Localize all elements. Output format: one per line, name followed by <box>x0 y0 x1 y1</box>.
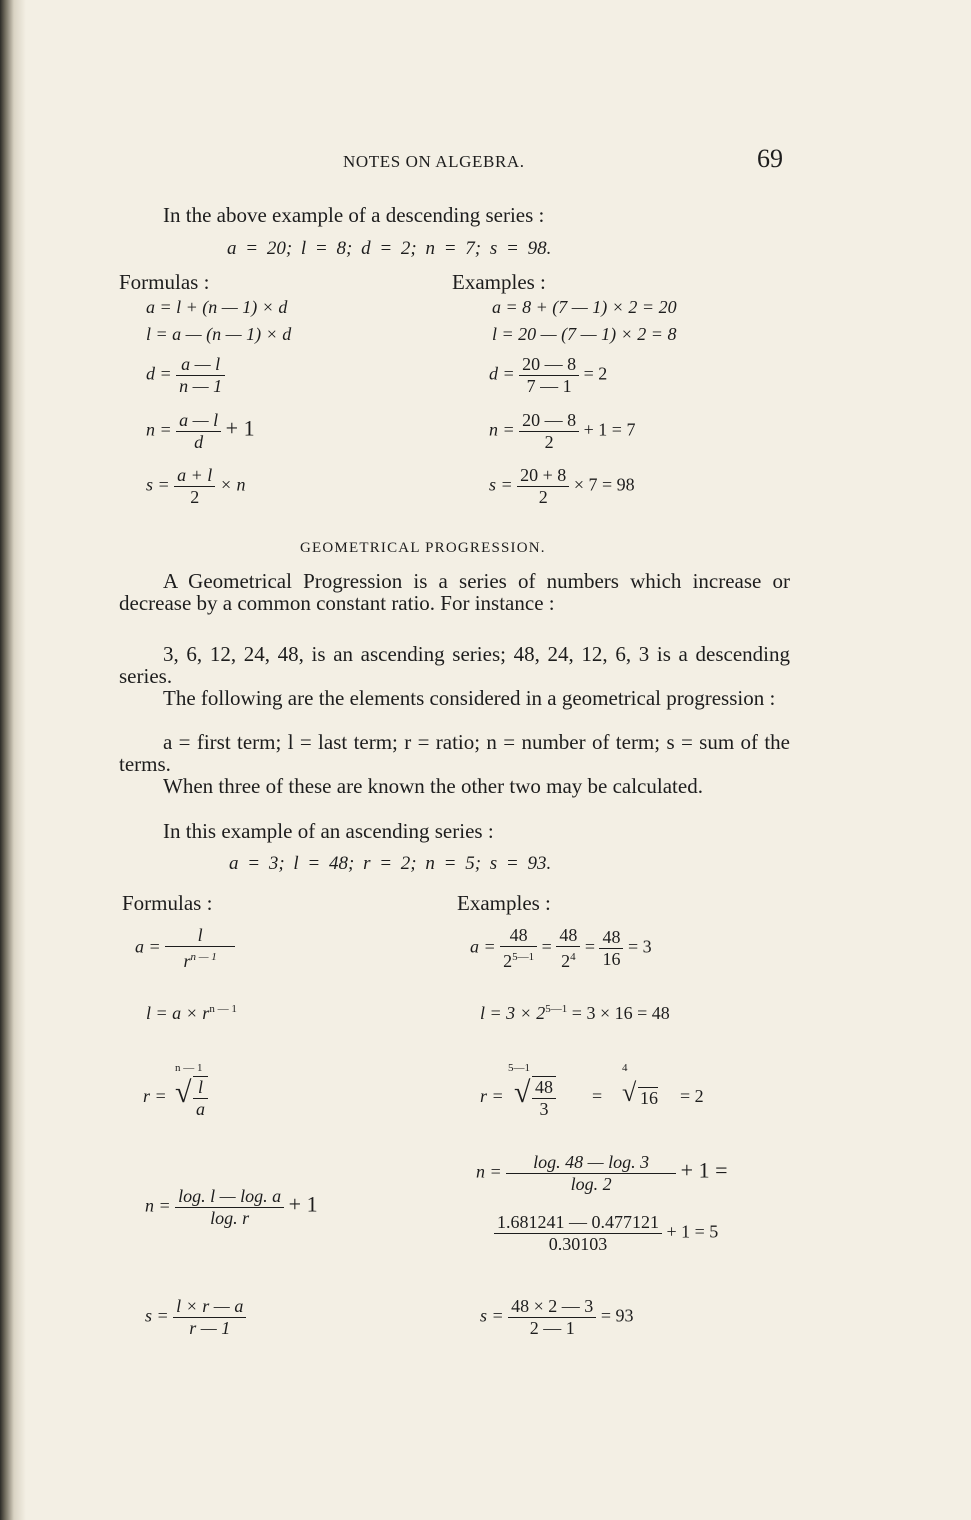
formula-s <box>146 465 245 508</box>
geo-example-l <box>480 1003 670 1024</box>
example-d-rhs: = 2 <box>583 363 608 384</box>
geo-example-n-fraction <box>506 1152 676 1195</box>
arith-formulas-label: Formulas : <box>119 270 210 294</box>
geo-formula-r-denominator: a <box>196 1099 205 1119</box>
formula-s-fraction <box>174 465 215 508</box>
geo-example-r-rhs: = 2 <box>680 1086 704 1106</box>
geo-formula-a-fraction <box>165 925 235 972</box>
geo-formula-a-denominator-exponent: n — 1 <box>190 951 217 963</box>
geo-formula-r-numerator: l <box>193 1077 208 1099</box>
paragraph-elements: The following are the elements considered in a geometrical progression : <box>163 686 776 710</box>
geo-example-r-numerator: 48 <box>532 1077 556 1099</box>
page-number: 69 <box>757 144 783 173</box>
example-d-lhs: d = <box>489 363 515 384</box>
geo-example-r-lhs: r = <box>480 1086 504 1106</box>
geo-example-a-denominator-1 <box>500 947 537 972</box>
formula-n-denominator: d <box>194 432 204 452</box>
geo-example-n-denominator: log. 2 <box>570 1174 612 1194</box>
geo-example-l-body: l = 3 × 2 <box>480 1003 546 1023</box>
geo-formula-n-rhs: + 1 <box>288 1191 318 1217</box>
geo-example-l-rhs: = 3 × 16 = 48 <box>571 1003 670 1023</box>
geo-example-n-numeric-numerator: 1.681241 — 0.477121 <box>494 1212 662 1234</box>
geo-formula-a-numerator: l <box>165 925 235 947</box>
geo-formula-l-exponent: n — 1 <box>209 1003 237 1015</box>
geo-formula-s-numerator: l × r — a <box>173 1296 246 1318</box>
geo-example-s-rhs: = 93 <box>600 1305 634 1326</box>
section-heading: GEOMETRICAL PROGRESSION. <box>300 540 546 556</box>
geo-example-r-denominator: 3 <box>539 1099 549 1119</box>
geo-formula-s-denominator: r — 1 <box>189 1318 231 1338</box>
geo-formula-n-fraction <box>175 1186 284 1229</box>
geo-formula-a-denominator <box>165 947 235 972</box>
geo-example-n-numerator: log. 48 — log. 3 <box>506 1152 676 1174</box>
example-l: l = 20 — (7 — 1) × 2 = 8 <box>492 324 677 344</box>
geo-formula-r-fraction <box>193 1076 208 1120</box>
book-spine-edge <box>0 0 26 1520</box>
example-n <box>489 410 635 453</box>
geo-example-a-fraction-1 <box>500 925 537 972</box>
geo-example-a-numerator-1: 48 <box>500 925 537 947</box>
geo-example-n-numeric-rhs: + 1 = 5 <box>666 1221 719 1242</box>
geo-example-n-numeric <box>494 1212 718 1255</box>
geo-formulas-label: Formulas : <box>122 891 213 915</box>
formula-d-fraction <box>176 354 225 397</box>
formula-a: a = l + (n — 1) × d <box>146 297 288 317</box>
example-d-denominator: 7 — 1 <box>526 376 572 396</box>
example-s-rhs: × 7 = 98 <box>573 474 635 495</box>
geo-formula-a <box>135 925 235 972</box>
geo-example-a-fraction-3 <box>599 927 623 970</box>
geo-example-n-rhs: + 1 = <box>680 1157 728 1183</box>
geo-example-a-denominator-2 <box>556 947 580 972</box>
example-s-lhs: s = <box>489 474 513 495</box>
intro-values: a = 20; l = 8; d = 2; n = 7; s = 98. <box>227 238 552 259</box>
example-d <box>489 354 607 397</box>
geo-example-a-numerator-2: 48 <box>556 925 580 947</box>
formula-d-lhs: d = <box>146 363 172 384</box>
formula-n <box>146 410 255 453</box>
geo-example-a: a = $\frac{48}{2^{5—1}}$ = $\frac{48}{2^4}$ = $\frac{48}{16}$ = 3 <box>470 925 652 971</box>
intro-sentence: In the above example of a descending series : <box>163 203 545 227</box>
geo-example-r-equals: = <box>592 1086 603 1106</box>
example-s-numerator: 20 + 8 <box>517 465 569 487</box>
radical-sign-icon: √ <box>622 1078 637 1107</box>
paragraph-three-known: When three of these are known the other two may be calculated. <box>163 774 703 798</box>
example-n-fraction <box>519 410 579 453</box>
formula-n-rhs: + 1 <box>225 415 255 441</box>
formula-l: l = a — (n — 1) × d <box>146 324 292 344</box>
example-n-lhs: n = <box>489 419 515 440</box>
arith-examples-label: Examples : <box>452 270 546 294</box>
geo-example-r-root-index-1: 5—1 <box>508 1062 530 1074</box>
example-s-denominator: 2 <box>538 487 548 507</box>
geo-example-l-exponent: 5—1 <box>545 1003 568 1015</box>
geo-example-a-rhs: = 3 <box>627 936 652 957</box>
paragraph-ascending-example: In this example of an ascending series : <box>163 819 494 843</box>
geo-example-r-radicand: 16 <box>640 1088 658 1108</box>
formula-n-fraction <box>176 410 221 453</box>
geo-formula-s <box>145 1296 246 1339</box>
geo-example-a-fraction-2 <box>556 925 580 972</box>
formula-s-denominator: 2 <box>190 487 200 507</box>
example-d-numerator: 20 — 8 <box>519 354 579 376</box>
geo-example-s-numerator: 48 × 2 — 3 <box>508 1296 596 1318</box>
geometric-values: a = 3; l = 48; r = 2; n = 5; s = 93. <box>229 853 552 874</box>
geo-example-a-denominator-1-base: 2 <box>503 951 513 971</box>
example-s <box>489 465 635 508</box>
formula-n-lhs: n = <box>146 419 172 440</box>
geo-formula-n <box>145 1186 318 1229</box>
radical-sign-icon: √ <box>514 1076 531 1109</box>
geo-example-a-denominator-2-exponent: 4 <box>570 951 576 963</box>
geo-example-s-denominator: 2 — 1 <box>529 1318 575 1338</box>
geo-formula-n-denominator: log. r <box>210 1208 250 1228</box>
geo-example-r-root-index-2: 4 <box>622 1062 628 1074</box>
geo-formula-s-lhs: s = <box>145 1305 169 1326</box>
geo-example-n-lhs: n = <box>476 1161 502 1182</box>
paragraph-series-examples: 3, 6, 12, 24, 48, is an ascending series; 48, 24, 12, 6, 3 is a descending series. <box>119 642 790 688</box>
paragraph-element-definitions: a = first term; l = last term; r = ratio; n = number of term; s = sum of the terms. <box>119 730 790 776</box>
example-s-fraction <box>517 465 569 508</box>
geo-example-a-lhs: a = <box>470 936 496 957</box>
example-n-denominator: 2 <box>544 432 554 452</box>
geo-example-r <box>480 1062 740 1132</box>
geo-formula-l <box>146 1003 237 1024</box>
geo-formula-a-denominator-base: r <box>183 951 191 971</box>
geo-example-a-denominator-1-exponent: 5—1 <box>512 951 535 963</box>
paragraph-definition: A Geometrical Progression is a series of numbers which increase or decrease by a common constant ratio. For instance : <box>119 569 790 615</box>
geo-example-n-numeric-fraction <box>494 1212 662 1255</box>
geo-formula-a-lhs: a = <box>135 936 161 957</box>
running-header: NOTES ON ALGEBRA. <box>343 152 525 171</box>
formula-s-lhs: s = <box>146 474 170 495</box>
geo-example-n-numeric-denominator: 0.30103 <box>548 1234 608 1254</box>
formula-d <box>146 354 225 397</box>
geo-example-a-denominator-2-base: 2 <box>561 951 571 971</box>
geo-example-s-lhs: s = <box>480 1305 504 1326</box>
geo-formula-n-numerator: log. l — log. a <box>175 1186 284 1208</box>
geo-example-s <box>480 1296 633 1339</box>
example-d-fraction <box>519 354 579 397</box>
geo-example-r-fraction <box>532 1076 556 1120</box>
geo-example-a-numerator-3: 48 <box>599 927 623 949</box>
geo-formula-s-fraction <box>173 1296 246 1339</box>
geo-formula-n-lhs: n = <box>145 1195 171 1216</box>
geo-formula-r-root-index: n — 1 <box>175 1062 203 1074</box>
example-n-numerator: 20 — 8 <box>519 410 579 432</box>
geo-example-s-fraction <box>508 1296 596 1339</box>
geo-formula-r <box>143 1062 263 1132</box>
geo-example-n <box>476 1152 727 1195</box>
geo-formula-r-lhs: r = <box>143 1086 167 1106</box>
formula-s-rhs: × n <box>219 474 246 495</box>
example-n-rhs: + 1 = 7 <box>583 419 636 440</box>
formula-n-numerator: a — l <box>176 410 221 432</box>
geo-example-a-denominator-3: 16 <box>602 949 621 969</box>
formula-d-numerator: a — l <box>176 354 225 376</box>
formula-s-numerator: a + l <box>174 465 215 487</box>
geo-examples-label: Examples : <box>457 891 551 915</box>
geo-formula-l-body: l = a × r <box>146 1003 210 1023</box>
formula-d-denominator: n — 1 <box>179 376 223 396</box>
radical-sign-icon: √ <box>175 1076 192 1109</box>
example-a: a = 8 + (7 — 1) × 2 = 20 <box>492 297 677 317</box>
